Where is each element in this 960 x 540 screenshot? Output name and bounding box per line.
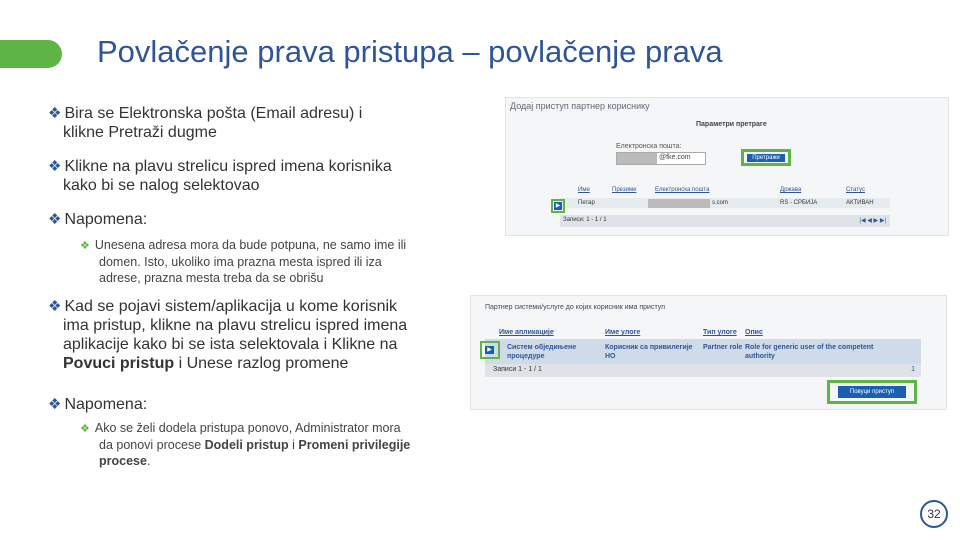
revoke-access-button[interactable]: Повуци приступ xyxy=(838,386,906,398)
redaction-mask xyxy=(648,199,710,208)
accent-bar xyxy=(0,40,62,68)
note-2: ❖ Ako se želi dodela pristupa ponovo, Administrator mora da ponovi procese Dodeli pristup i Promeni privilegije procese. xyxy=(80,421,411,468)
section-header: Параметри претраге xyxy=(696,121,767,128)
select-arrow-icon[interactable]: ▶ xyxy=(485,346,494,354)
column-header[interactable]: Име xyxy=(578,187,590,193)
bullet-1: ❖ Bira se Elektronska pošta (Email adresu) i klikne Pretraži dugme xyxy=(48,105,363,141)
email-label: Електронска пошта: xyxy=(616,143,682,150)
diamond-bullet-icon: ❖ xyxy=(48,396,62,413)
column-header[interactable]: Име улоге xyxy=(605,329,641,336)
search-button[interactable]: Претражи xyxy=(747,154,785,162)
page-number: 32 xyxy=(920,500,948,528)
bullet-3: ❖ Napomena: xyxy=(48,211,148,228)
table-footer: Записи: 1 - 1 / 1 |◀ ◀ ▶ ▶| xyxy=(560,215,890,227)
column-header[interactable]: Име апликације xyxy=(499,329,554,336)
diamond-bullet-icon: ❖ xyxy=(48,211,62,228)
panel-header: Партнер системи/услуге до којих корисник има приступ xyxy=(485,304,666,311)
column-header[interactable]: Статус xyxy=(846,187,865,193)
column-header[interactable]: Презиме xyxy=(612,187,637,193)
screenshot-search-user: Додај приступ партнер кориснику Параметри претраге Електронска пошта: @fke.com Претражи Име Презиме Електронска пошта Држава Статус Петар s.com RS - СРБИЈА АКТИВАН ▶ Записи: 1 - 1 / 1 |◀ ◀ ▶ ▶| xyxy=(505,97,949,236)
diamond-bullet-icon: ❖ xyxy=(80,240,90,252)
pager-icon[interactable]: |◀ ◀ ▶ ▶| xyxy=(859,218,886,224)
diamond-bullet-icon: ❖ xyxy=(48,158,62,175)
diamond-bullet-icon: ❖ xyxy=(48,298,62,315)
panel-header: Додај приступ партнер кориснику xyxy=(510,101,650,111)
column-header[interactable]: Држава xyxy=(780,187,802,193)
bullet-4: ❖ Kad se pojavi sistem/aplikacija u kome korisnik ima pristup, klikne na plavu strelicu ispred imena aplikacije kako bi se ista selektovala i Klikne na Povuci pristup i Unese razlog promene xyxy=(48,298,408,372)
diamond-bullet-icon: ❖ xyxy=(80,423,90,435)
select-arrow-icon[interactable]: ▶ xyxy=(555,203,561,209)
screenshot-user-access: Партнер системи/услуге до којих корисник има приступ Име апликације Име улоге Тип улоге Опис Систем обједињене процедуре Корисник са привилегије HO Partner role Role for generic user of the competent authority ▶ Записи 1 - 1 / 1 1 Повуци приступ xyxy=(470,295,947,410)
column-header[interactable]: Опис xyxy=(745,329,763,336)
redaction-mask xyxy=(617,153,657,164)
column-header[interactable]: Електронска пошта xyxy=(655,187,710,193)
page-select[interactable]: 1 xyxy=(911,366,915,373)
bullet-5: ❖ Napomena: xyxy=(48,396,148,413)
highlight-box xyxy=(480,341,500,359)
bullet-2: ❖ Klikne na plavu strelicu ispred imena korisnika kako bi se nalog selektovao xyxy=(48,158,392,194)
highlight-box xyxy=(827,380,917,404)
email-field[interactable]: @fke.com xyxy=(616,152,706,165)
highlight-box xyxy=(551,199,565,213)
note-1: ❖ Unesena adresa mora da bude potpuna, ne samo ime ili domen. Isto, ukoliko ima prazna mesta ispred ili iza adrese, prazna mesta treba da se obrišu xyxy=(80,238,407,285)
column-header[interactable]: Тип улоге xyxy=(703,329,737,336)
highlight-box xyxy=(741,149,791,166)
table-footer: Записи 1 - 1 / 1 1 xyxy=(485,364,921,377)
slide-title: Povlačenje prava pristupa – povlačenje prava xyxy=(97,34,723,69)
diamond-bullet-icon: ❖ xyxy=(48,105,62,122)
